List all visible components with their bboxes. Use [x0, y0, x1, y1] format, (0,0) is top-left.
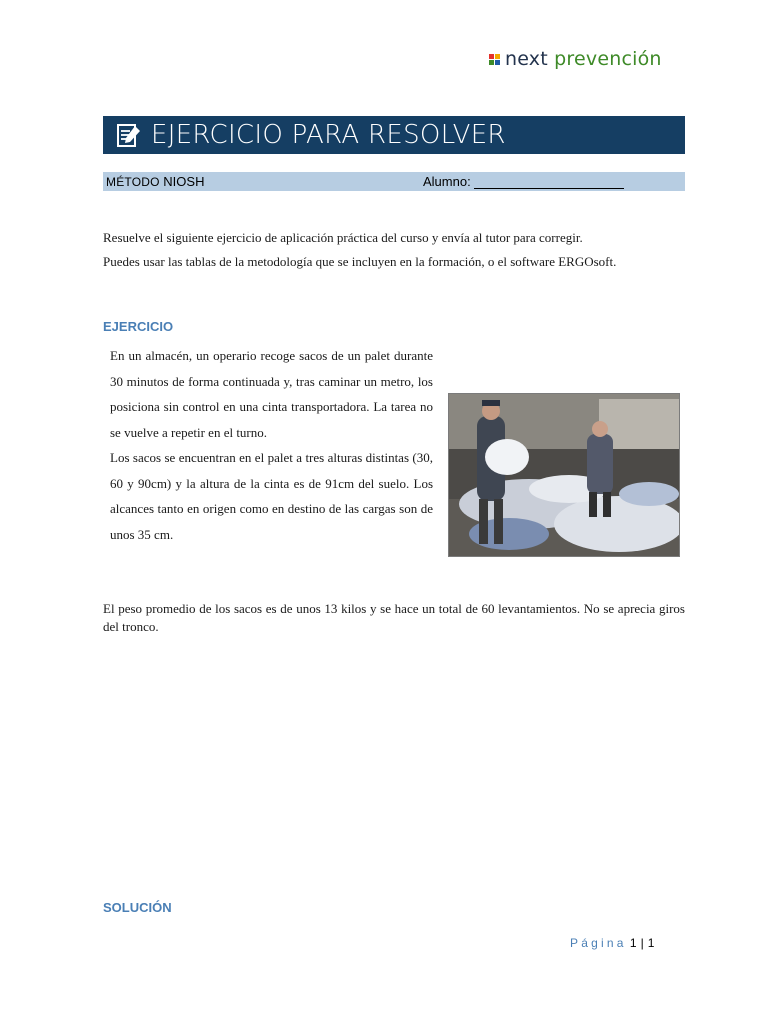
logo-word-next: next: [505, 48, 548, 70]
exercise-paragraph-2: Los sacos se encuentran en el palet a tres alturas distintas (30, 60 y 90cm) y la altura de la cinta es de 91cm del suelo. Los alcances tanto en origen como en destino de las cargas son de unos 35 cm.: [110, 450, 433, 542]
exercise-text: [110, 343, 433, 547]
intro-line-1: Resuelve el siguiente ejercicio de aplicación práctica del curso y envía al tutor para corregir.: [103, 230, 583, 245]
exercise-paragraph-3: El peso promedio de los sacos es de unos 13 kilos y se hace un total de 60 levantamientos. No se aprecia giros del tronco.: [103, 601, 685, 634]
page-total: 1: [647, 936, 655, 950]
logo-square-red: [489, 54, 494, 59]
logo-text: [505, 50, 662, 69]
method-field: [106, 174, 204, 189]
warehouse-photo: [448, 393, 680, 557]
title-bar: [103, 116, 685, 154]
logo-mark-icon: [489, 54, 500, 65]
meta-bar: [103, 172, 685, 191]
edit-note-icon: [115, 121, 143, 149]
method-label: MÉTODO: [106, 175, 160, 189]
logo-square-yellow: [495, 54, 500, 59]
logo-square-blue: [495, 60, 500, 65]
page-title: EJERCICIO PARA RESOLVER: [151, 120, 506, 150]
logo-square-green: [489, 60, 494, 65]
exercise-paragraph-1: En un almacén, un operario recoge sacos de un palet durante 30 minutos de forma continuada y, tras caminar un metro, los posiciona sin control en una cinta transportadora. La tarea no se vuelve a repetir en el turno.: [110, 348, 433, 440]
page-label: Página: [570, 936, 627, 950]
exercise-heading: EJERCICIO: [103, 319, 174, 334]
intro-line-2: Puedes usar las tablas de la metodología que se incluyen en la formación, o el software ERGOsoft.: [103, 254, 617, 269]
solution-heading: SOLUCIÓN: [103, 900, 172, 915]
warehouse-scene-image: [449, 394, 680, 557]
brand-logo: [489, 50, 662, 69]
page-number: [570, 936, 654, 950]
method-value: NIOSH: [163, 174, 205, 189]
student-name-line: [474, 176, 624, 189]
page-current: 1: [629, 936, 637, 950]
logo-word-prevencion: prevención: [554, 48, 662, 70]
page-separator: |: [640, 936, 644, 950]
student-field: [423, 174, 624, 189]
student-label: Alumno:: [423, 174, 471, 189]
